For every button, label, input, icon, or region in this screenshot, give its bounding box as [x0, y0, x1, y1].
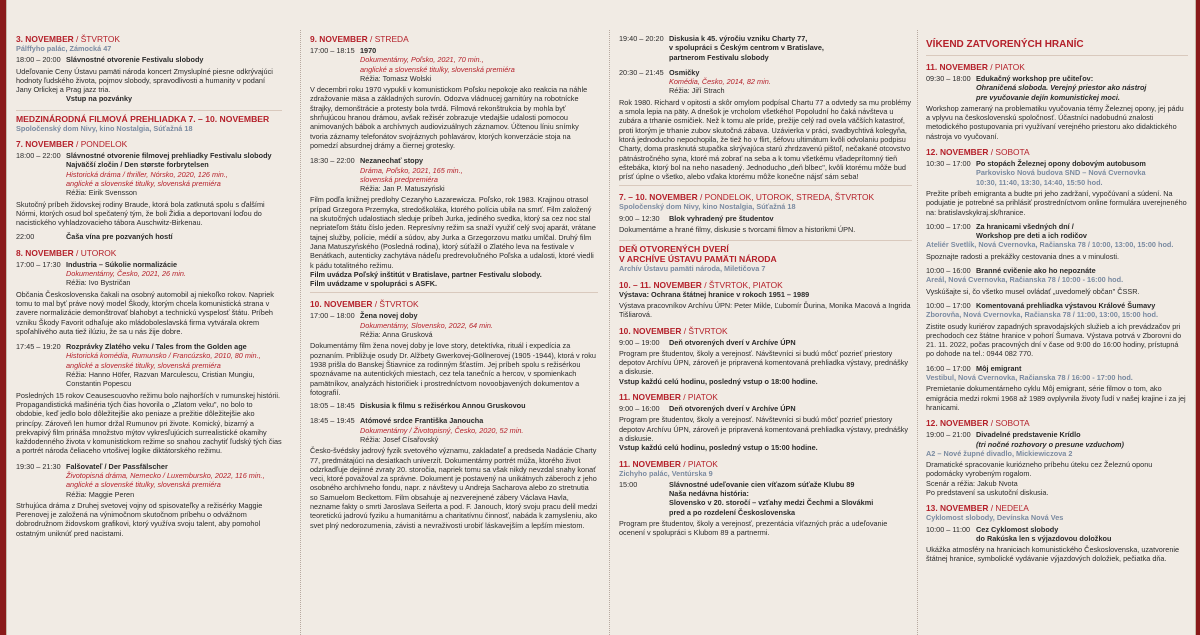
date-heading: 3. NOVEMBER / ŠTVRTOK [16, 34, 120, 44]
event-description: Film podľa knižnej predlohy Cezaryho Łazarewicza. Poľsko, rok 1983. Krajinou otrasol prípad Grzegora Przemyka, stredoškoláka, ktorého polícia ubila na smrť. Film založený na skutočných udalostiach sleduje príbeh Jurka, jediného svedka, ktorý sa cez noc stal nepriateľom štátu číslo jeden. Represívny režim sa snaží využiť celý svoj aparát, vrátane tajnej služby, polície, médií a súdov, aby Jurka a Grzegorzovu matku umlčal. Druhý film Jana Matuszyńského (Posledná rodina), ktorý súťažil o Zlatého leva na festivale v Benátkach, autenticky zachytáva nádeľu predrevolučného Poľska a udalosti, ktoré viedli k pádu totalitného režimu. [310, 195, 596, 270]
column-divider [609, 30, 610, 635]
event-time: 10:30 – 17:00 [926, 159, 971, 169]
event-time: 17:00 – 18:00 [310, 311, 355, 321]
venue: Ateliér Svetlík, Nová Cvernovka, Račianska 78 / 10:00, 13:00, 15:00 hod. [926, 240, 1174, 250]
event-time: 19:40 – 20:20 [619, 34, 664, 43]
event-time: 09:30 – 18:00 [926, 74, 971, 83]
venue: Zborovňa, Nová Cvernovka, Račianska 78 / 11:00, 13:00, 15:00 hod. [926, 310, 1158, 320]
event-description: Skutočný príbeh židovskej rodiny Braude, ktorá bola zatknutá spolu s ďalšími Nórmi, ktorých osud bol spečatený tým, že boli Židia a deportovaní loďou do nacistického vyhladzovacieho tábora Auschwitz-Birkenau. [16, 199, 265, 228]
event [926, 266, 1188, 275]
divider [926, 55, 1188, 56]
venue: A2 – Nové župné divadlo, Mickiewiczova 2 [926, 448, 1073, 458]
event-time: 18:00 – 22:00 [16, 151, 61, 161]
event [926, 74, 1188, 102]
film-meta: Životopisná dráma, Nemecko / Luxembursko, 2022, 116 min., [66, 470, 265, 480]
film-title: Nezanechať stopy [360, 156, 424, 166]
event-subtitle: (tri nočné rozhovory o presune vzduchom) [976, 439, 1124, 449]
column-4 [926, 34, 1188, 635]
event-time: 18:00 – 20:00 [16, 55, 61, 65]
event-description: Dokumentárny film žena novej doby je love story, detektívka, rituál i expedícia za poznaním. Približuje osudy Dr. Alžbety Gwerkovej-Göllnerovej (1905 -1944), ktorá v roku 1938 prišla do Banskej Štiavnice za rodinným šťastím. Jej príbeh spolu s režisérkou spoznávame na autentických miestach, cez tela tanečníc a hercov, v spomienkach pamätníkov, analyzách historičiek i prostredníctvom novoobjavených dokumentov a fotografií. [310, 341, 596, 397]
event [619, 34, 912, 62]
film-meta: Historická dráma / thriller, Nórsko, 2020, 126 min., [66, 169, 228, 179]
divider [310, 292, 598, 293]
event-time: 18:30 – 22:00 [310, 156, 355, 166]
partner-note: Film uvádza Poľský inštitút v Bratislave, partner Festivalu slobody. [310, 269, 542, 279]
event-time: 18:05 – 18:45 [310, 401, 355, 411]
event-time: 9:00 – 16:00 [619, 404, 660, 414]
event-time: 10:00 – 11:00 [926, 524, 971, 534]
date-heading: 11. NOVEMBER / PIATOK [926, 62, 1025, 72]
event [619, 404, 912, 413]
film-meta: Komédia, Česko, 2014, 82 min. [669, 77, 771, 87]
event-title: Diskusia k filmu s režisérkou Annou Gruskovou [360, 401, 526, 411]
date-heading: 7. – 10. NOVEMBER / PONDELOK, UTOROK, STREDA, ŠTVRTOK [619, 192, 875, 203]
film-title: Industria – Súkolie normalizácie [66, 259, 178, 269]
date-heading: 8. NOVEMBER / UTOROK [16, 247, 117, 258]
event [926, 222, 1188, 241]
event-title: partnerom Festivalu slobody [669, 52, 769, 62]
event [16, 232, 282, 241]
venue: Vestibul, Nová Cvernovka, Račianska 78 / 16:00 - 17:00 hod. [926, 373, 1133, 383]
section-heading: DEŇ OTVORENÝCH DVERÍ V ARCHÍVE ÚSTAVU PAMÄTI NÁRODA [619, 240, 912, 264]
event-title: Výstava: Ochrana štátnej hranice v rokoch 1951 – 1989 [619, 289, 810, 299]
event-title: Slávnostné otvorenie filmovej prehliadky Festivalu slobody [66, 151, 272, 161]
event-description: Posledných 15 rokov Ceausescuovho režimu bolo najhorších v rumunskej histórii. Propagandistická mašinéria tých čias hovorila o „Zlatom veku", no bolo to obdobie, keď jedlo bolo dôležitejšie ako peniaze a prežitie dôležitejšie ako princípy. Zároveň len humor držal Rumunov pri živote. Komický, bizarný a prekvapivý film prináša množstvo mýtov vykresľujúcich surrealistické okamihy každodenného života v komunistickom režime so snahou zachytiť ľudský tých čias a portrét národa čeliaceho vrtošivej logike diktátorského režimu. [16, 390, 282, 456]
column-3 [619, 34, 912, 635]
event [619, 214, 912, 223]
film-meta: Dokumentárny, Poľsko, 2021, 70 min., [360, 55, 484, 65]
event-description: Program pre študentov, školy a verejnosť. Návštevníci si budú môcť pozrieť priestory depotov Archívu ÚPN, zároveň je pripravená komentovaná prehliadka výstavy, prednášky a diskusie. [619, 348, 909, 377]
event-description: Udeľovanie Ceny Ústavu pamäti národa koncert Zmysluplné piesne odkrývajúci hodnoty ľudského života, pojmov slobody, spravodlivosti a humanity v podaní Jany Orlickej a Prag jazz tria. [16, 66, 273, 95]
venue: Parkovisko Nová budova SND – Nová Cvernovka [976, 168, 1146, 178]
film-meta: Dokumentárny / Životopisný, Česko, 2020, 52 min. [360, 425, 524, 435]
event-subtitle: Ohraničená sloboda. Verejný priestor ako nástroj [976, 83, 1147, 93]
film-director: Réžia: Tomasz Wolski [360, 73, 432, 83]
event-time: 17:00 – 17:30 [16, 259, 61, 269]
entry-note: Vstup na pozvánky [66, 94, 133, 104]
event-title: Workshop pre deti a ich rodičov [976, 231, 1087, 241]
film-title: 1970 [360, 46, 377, 55]
date-heading: 12. NOVEMBER / SOBOTA [926, 147, 1030, 158]
event-description: Občania Československa čakali na osobný automobil aj niekoľko rokov. Napriek tomu to mal byť práve nový model Škody, ktorým chcela komunistická strana v zavere normalizácie demonštrovať blahobyt a technickú vyspelosť štátu. Príbeh vzniku Škody Favorit odhaľuje ako mládoboleslavská firma vytvárala okrem spoľahlivého auta tiež ilúziu, že sa u nás žije dobre. [16, 289, 274, 336]
venue: Areál, Nová Cvernovka, Račianska 78 / 10:00 - 16:00 hod. [926, 275, 1124, 285]
event-description: V decembri roku 1970 vypukli v komunistickom Poľsku nepokoje ako reakcia na náhle zdražovanie mäsa a základných surovín. Odozva vládnucej garnitúry na robotnícke štrajky, demonštrácie a protesty bola tvrdá. Filmová rekonštrukcia by mohla byť shrňujúcou hranou drámou, avšak režisér zobrazuje vtedajšie udalosti pomocou animovaných bábok a archívnych audiovizuálnych záznamov. Účtenou líniu snímky tvoria záznamy telefonátov svojráznych pohlavárov, ktorých konverzácie stoja na pomedzí absurdnej drámy a čiernej grotesky. [310, 85, 588, 150]
event [310, 156, 598, 193]
column-divider [300, 30, 301, 635]
film-title: Osmičky [669, 67, 700, 77]
event-time: 17:00 – 18:15 [310, 46, 355, 55]
event-title: Deň otvorených dverí v Archíve ÚPN [669, 337, 796, 347]
film-director: Réžia: Eirik Svensson [66, 188, 137, 198]
event [310, 416, 598, 444]
event-description: Prežite príbeh emigranta a budte pri jeho zadržaní, vypočúvaní a súdení. Na podujatie je potrebné sa prihlásiť prostredníctvom online formulára uverejneného na: bratislavskykraj.sk/hranice. [926, 188, 1187, 217]
event-description: Česko-švédsky jadrový fyzik svetového významu, zakladateľ a predseda Nadácie Charty 77, predmátajúci na desiatkach univerzít. Dokumentárny portrét múža, ktorého život odzrkadľuje dejinné zvraty 20. storočia, napriek tomu sa však nikdy nevzdal snahy konať veci, ktoré považoval za správne. Dokument je postavený na unikátnych záberoch z jeho osobného archívneho fondu, napr. z návštevy u Andreja Sacharova alebo zo stretnutia so Samuelom Beckettom. Film obsahuje aj nezverejnené zábery Václava Havla, nezname fakty o smrti Jaroslava Seiferta a pod. F. Janouch, ktorý svoju pracu delil medzi teoretickú jadrovú fyziku a humanitárnu a charitatívnu činnosť, nabáda k zamysleniu, ako svet plný nedorozumenia, závisti a nevraživosti urobiť láskavejším a lepším miestom. [310, 446, 598, 530]
event-title: Slávnostné otvorenie Festivalu slobody [66, 55, 204, 65]
event [926, 430, 1188, 449]
event-description: Spoznajte radosti a prekážky cestovania dnes a v minulosti. [926, 251, 1120, 261]
event-title: Edukačný workshop pre učiteľov: [976, 74, 1094, 83]
column-divider [917, 30, 918, 635]
event-time: 9:00 – 12:30 [619, 213, 660, 223]
event [619, 338, 912, 347]
film-meta: Historická komédia, Rumunsko / Francúzsko, 2010, 80 min., [66, 351, 261, 361]
event-title: Branné cvičenie ako ho nepoznáte [976, 266, 1096, 276]
event-time: 18:45 – 19:45 [310, 416, 355, 426]
venue: Archív Ústavu pamäti národa, Miletičova 7 [619, 264, 766, 274]
event-description: Program pre študentov, školy a verejnosť. Návštevníci si budú môcť pozrieť priestory depotov Archívu ÚPN, zároveň je pripravená komentovaná prehliadka výstavy, prednášky a diskusie. [619, 415, 909, 443]
event-time: 10:00 – 17:00 [926, 221, 971, 231]
divider [619, 185, 912, 186]
event-description: Program pre študentov, školy a verejnosť, prezentácia víťazných prác a udeľovanie ocenení v spolupráci s Klubom 89 a partnermi. [619, 518, 888, 538]
film-meta: anglické a slovenské titulky, slovenská premiéra [360, 64, 515, 74]
event-description: Zistite osudy kuriérov zapadných spravodajských služieb a ich prevádzačov pri prechodoch cez štátne hranice v pohorí Šumava. Výstava potrvá v Zborovni do 21. 11. 2022, počas pracovných dní v čase od 9:00 do 16:00 hodiny, prístupná po dohode na tel.: 0944 082 770. [926, 321, 1182, 359]
event-description: Ukážka atmosféry na hraniciach komunistického Československa, uzatvorenie štátnej hranice, symbolické vydávanie výjazdových doložiek, pečiatka dňa. [926, 545, 1180, 564]
event-title: pred a po rozdelení Československa [669, 507, 796, 517]
event-title: Diskusia k 45. výročiu vzniku Charty 77, [669, 34, 808, 43]
event-time: 10:00 – 16:00 [926, 266, 971, 276]
date-heading: 10. NOVEMBER / ŠTVRTOK [619, 325, 728, 336]
event [310, 46, 598, 83]
event [310, 401, 598, 410]
film-title: Rozprávky Zlatého veku / Tales from the Golden age [66, 342, 247, 352]
event [16, 342, 282, 388]
film-meta: anglické a slovenské titulky, slovenská premiéra [66, 480, 221, 490]
event-director: Scenár a réžia: Jakub Nvota [926, 478, 1018, 488]
event-subtitle: pre vyučovanie dejín komunistickej moci. [976, 92, 1120, 102]
event-title: Blok vyhradený pre študentov [669, 213, 774, 223]
event-time: 10:00 – 17:00 [926, 300, 971, 310]
event [619, 480, 912, 517]
event [16, 55, 282, 64]
film-meta: Dráma, Poľsko, 2021, 165 min., [360, 165, 463, 175]
film-director: Réžia: Jiří Strach [669, 86, 725, 96]
event-time: 16:00 – 17:00 [926, 363, 971, 373]
event-title: v spolupráci s Českým centrom v Bratislave, [669, 43, 824, 53]
event [926, 364, 1188, 373]
date-heading: 9. NOVEMBER / STREDA [310, 34, 409, 44]
venue: Pálffyho palác, Zámocká 47 [16, 44, 112, 53]
event-time: 9:00 – 19:00 [619, 337, 660, 347]
event-title: Za hranicami všedných dní / [976, 221, 1074, 231]
film-meta: Dokumentárny, Slovensko, 2022, 64 min. [360, 320, 493, 330]
event-time: 15:00 [619, 479, 638, 489]
film-title: Atómové srdce Františka Janoucha [360, 416, 484, 426]
event-description: Dokumentárne a hrané filmy, diskusie s tvorcami filmov a historikmi ÚPN. [619, 225, 856, 235]
film-meta: anglické a slovenské titulky, slovenská premiéra [66, 178, 221, 188]
event-time: 19:00 – 21:00 [926, 430, 971, 440]
film-meta: slovenská predpremiéra [360, 174, 438, 184]
event-title: Cez Cyklomost slobody [976, 524, 1059, 534]
date-heading: 7. NOVEMBER / PONDELOK [16, 139, 128, 150]
entry-note: Vstup každú celú hodinu, posledný vstup o 15:00 hodine. [619, 443, 818, 453]
section-heading: MEDZINÁRODNÁ FILMOVÁ PREHLIADKA 7. – 10. NOVEMBER [16, 110, 282, 124]
time-slots: 10:30, 11:40, 13:30, 14:40, 15:50 hod. [976, 177, 1103, 187]
event [926, 301, 1188, 310]
event-title: Čaša vína pre pozvaných hostí [66, 232, 173, 242]
section-heading: VÍKEND ZATVORENÝCH HRANÍC [926, 39, 1084, 50]
event-description: Rok 1980. Richard v opitosti a skôr omylom podpísal Chartu 77 a odvtedy sa mu problémy a smola lepia na päty. A dnešok je vrcholom všetkého! Popoludní ho čaká návšteva u zubára a trhanie osmičiek. Než k tomu ale príde, prežije celý rad ovela väčších katastrof, proti ktorým je trhanie zubov skutočná zábava. Uzávierka v práci, svadbychtivá kolegyňa, ktorá jednoducho nepochopila, že tiež ho v flirt, šéfovu ultimátum kvôli odvolaniu podpisu Charty, doma prasknutá stupačka skrývajúca starú zhrdzavenú pištoľ, nečakané otcovstvo pätnástročného syna, ktoré má zobrať na seba a k tomu všetkému všadeprítomný tieň eštebáka, ktorý bol na neho nasadený. Jednoducho „deň blbec", kvôli ktorému môže bud prísť úplne o všetko, alebo vďaka ktorému môže konečne nájsť sám seba! [619, 97, 912, 182]
event-time: 20:30 – 21:45 [619, 67, 664, 77]
event-description: Dramatické spracovanie kurióznеho príbehu úteku cez Železnú oponu podomácky vyrobeným rogalom. [926, 460, 1153, 479]
event-title: Deň otvorených dverí v Archíve ÚPN [669, 404, 796, 414]
event-title: Naša nedávna história: [669, 489, 749, 499]
event [926, 525, 1188, 544]
event-title: Divadelné predstavenie Krídlo [976, 430, 1081, 440]
film-director: Réžia: Maggie Peren [66, 489, 135, 499]
event [16, 260, 282, 288]
column-1 [16, 34, 282, 635]
event-time: 22:00 [16, 232, 35, 242]
event [926, 159, 1188, 187]
column-2 [310, 34, 598, 635]
film-meta: anglické a slovenské titulky, slovenská premiéra [66, 360, 221, 370]
event-time: 17:45 – 19:20 [16, 342, 61, 352]
film-director: Constantin Popescu [66, 379, 132, 389]
film-meta: Dokumentárny, Česko, 2021, 26 min. [66, 269, 186, 279]
event-note: Po predstavení sa uskutoční diskusia. [926, 487, 1049, 497]
event-title: Po stopách Železnej opony dobovým autobusom [976, 159, 1146, 169]
venue: Cyklomost slobody, Devínska Nová Ves [926, 513, 1064, 523]
event-description: Premietanie dokumentárneho cyklu Môj emigrant, série filmov o tom, ako emigrácia medzi rokmi 1968 až 1989 ovplyvnila životy ľudí v našej krajine i za jej hranicami. [926, 384, 1186, 412]
event [310, 311, 598, 339]
event-title: do Rakúska len s výjazdovou doložkou [976, 533, 1112, 543]
event-description: Vyskúšajte si, čo všetko musel ovládať „uvedomelý občan" ČSSR. [926, 286, 1140, 296]
venue: Spoločenský dom Nivy, kino Nostalgia, Súťažná 18 [16, 123, 193, 133]
event-title: Môj emigrant [976, 363, 1022, 373]
date-heading: 11. NOVEMBER / PIATOK [619, 458, 718, 469]
event-time: 19:30 – 21:30 [16, 461, 61, 471]
event [16, 462, 282, 499]
film-title: Najväčší zločin / Den største forbrytelsen [66, 160, 209, 170]
event-description: Výstava pracovníkov Archívu ÚPN: Peter Mikle, Ľubomír Ďurina, Monika Macová a Ingrida Tišliarová. [619, 300, 911, 320]
event [619, 68, 912, 96]
partner-note: Film uvádzame v spolupráci s ASFK. [310, 279, 438, 289]
venue: Zichyho palác, Ventúrska 9 [619, 468, 713, 478]
film-director: Réžia: Ivo Bystričan [66, 278, 131, 288]
entry-note: Vstup každú celú hodinu, posledný vstup o 18:00 hodine. [619, 376, 818, 386]
film-director: Réžia: Hanno Höfer, Razvan Marculescu, Cristian Mungiu, [66, 370, 255, 380]
event-description: Workshop zameraný na problematiku vyučovania témy Železnej opony, jej pádu a vplyvu na československú spoločnosť. Účastníci nadobudnú znalosti metodického postupovania pri využívaní verejného priestoru ako didaktického nástroja vo vyučovaní. [926, 103, 1184, 141]
film-director: Réžia: Jan P. Matuszyński [360, 184, 445, 194]
event-description: Strhujúca dráma z Druhej svetovej vojny od spisovateľky a režisérky Maggie Perenovej je založená na výnimočnom skutočnom príbehu o odvážnom dobrodružnom židovskom grafikovi, ktorý využíva svoju talent, aby pomohol ostatným uniknúť pred nacistami. [16, 500, 263, 538]
event [16, 151, 282, 197]
date-heading: 10. – 11. NOVEMBER / ŠTVRTOK, PIATOK [619, 279, 783, 290]
event-title: Slovensko v 20. storočí – vzťahy medzi Čechmi a Slovákmi [669, 498, 874, 508]
venue: Spoločenský dom Nivy, kino Nostalgia, Súťažná 18 [619, 202, 796, 212]
event-title: Slávnostné udeľovanie cien víťazom súťaže Klubu 89 [669, 479, 855, 489]
date-heading: 13. NOVEMBER / NEDEĽA [926, 503, 1029, 514]
film-director: Réžia: Anna Grusková [360, 330, 433, 340]
date-heading: 10. NOVEMBER / ŠTVRTOK [310, 299, 419, 310]
film-title: Žena novej doby [360, 311, 418, 321]
film-title: Falšovateľ / Der Passfälscher [66, 461, 168, 471]
event-title: Komentovaná prehliadka výstavou Králové Šumavy [976, 300, 1156, 310]
film-director: Réžia: Josef Císařovský [360, 434, 439, 444]
date-heading: 12. NOVEMBER / SOBOTA [926, 418, 1030, 429]
date-heading: 11. NOVEMBER / PIATOK [619, 392, 718, 403]
